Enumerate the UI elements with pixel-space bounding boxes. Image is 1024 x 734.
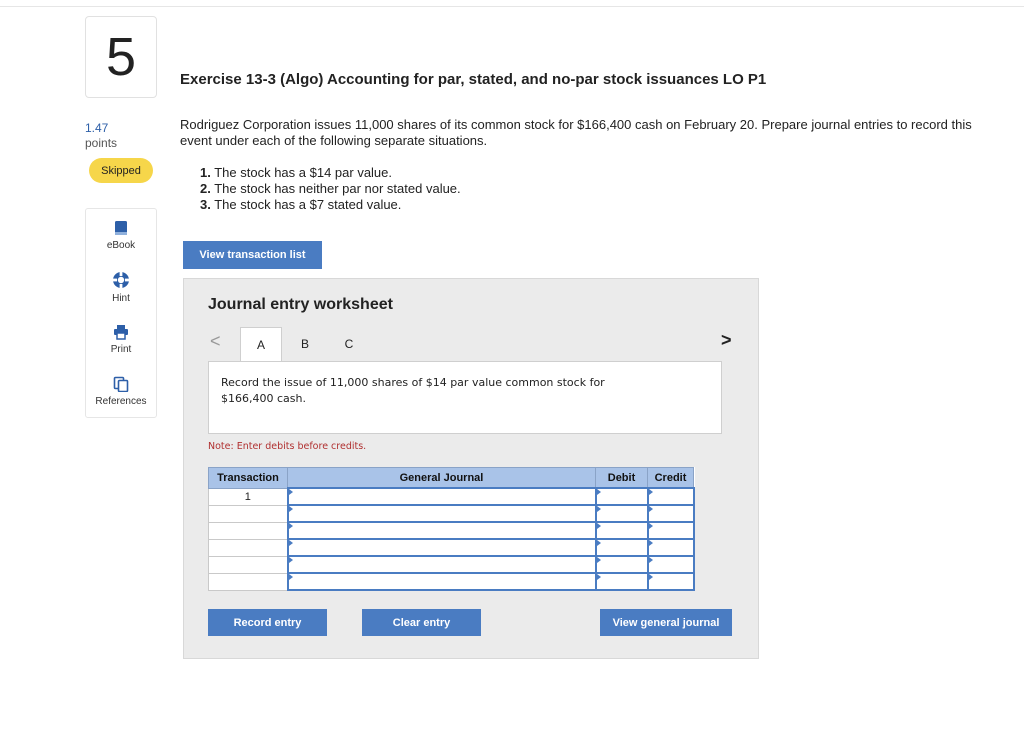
view-transaction-list-button[interactable]: View transaction list: [183, 241, 322, 269]
tab-b[interactable]: B: [300, 337, 309, 351]
next-arrow-icon[interactable]: >: [721, 330, 732, 350]
account-input[interactable]: [288, 573, 596, 590]
references-label: References: [95, 395, 147, 407]
top-divider: [0, 6, 1024, 7]
credit-input[interactable]: [648, 488, 694, 505]
transaction-cell: [209, 573, 288, 590]
debit-input[interactable]: [596, 505, 648, 522]
credit-input[interactable]: [648, 522, 694, 539]
debit-input[interactable]: [596, 522, 648, 539]
view-general-journal-button[interactable]: View general journal: [600, 609, 732, 636]
column-header-debit: Debit: [596, 468, 648, 489]
table-row: [209, 488, 694, 505]
requirements-list: [200, 165, 461, 213]
book-icon: [113, 220, 129, 236]
table-row: [209, 573, 694, 590]
requirement-item: 1. The stock has a $14 par value.: [200, 165, 393, 180]
debit-input[interactable]: [596, 488, 648, 505]
requirement-item: 2. The stock has neither par nor stated value.: [200, 181, 461, 196]
tab-c[interactable]: C: [344, 337, 354, 351]
account-input[interactable]: [288, 539, 596, 556]
ebook-button[interactable]: [86, 209, 156, 261]
credit-input[interactable]: [648, 539, 694, 556]
column-header-general-journal: General Journal: [288, 468, 596, 489]
journal-entry-worksheet: [183, 278, 759, 659]
hint-button[interactable]: [86, 261, 156, 313]
account-input[interactable]: [288, 522, 596, 539]
transaction-cell: [209, 556, 288, 573]
transaction-description: Record the issue of 11,000 shares of $14 par value common stock for $166,400 cash.: [208, 361, 722, 434]
account-input[interactable]: [288, 556, 596, 573]
column-header-credit: Credit: [648, 468, 694, 489]
points-label: points: [85, 136, 118, 150]
tools-panel: [85, 208, 157, 418]
lifebuoy-icon: [112, 271, 130, 289]
clear-entry-button[interactable]: Clear entry: [362, 609, 481, 636]
print-label: Print: [110, 343, 132, 355]
ebook-label: eBook: [106, 239, 136, 251]
points-display: [85, 121, 117, 151]
transaction-cell: [209, 522, 288, 539]
tab-a[interactable]: A: [240, 327, 282, 362]
entry-note: Note: Enter debits before credits.: [208, 441, 367, 452]
debit-input[interactable]: [596, 539, 648, 556]
account-input[interactable]: [288, 505, 596, 522]
transaction-cell: [209, 505, 288, 522]
credit-input[interactable]: [648, 505, 694, 522]
points-value: 1.47: [85, 121, 109, 135]
table-row: [209, 556, 694, 573]
account-input[interactable]: [288, 488, 596, 505]
debit-input[interactable]: [596, 556, 648, 573]
exercise-title: Exercise 13-3 (Algo) Accounting for par, stated, and no-par stock issuances LO P1: [180, 71, 767, 88]
record-entry-button[interactable]: Record entry: [208, 609, 327, 636]
transaction-cell: [209, 539, 288, 556]
table-row: [209, 522, 694, 539]
column-header-transaction: Transaction: [209, 468, 288, 489]
copy-icon: [113, 376, 129, 392]
requirement-item: 3. The stock has a $7 stated value.: [200, 197, 402, 212]
debit-input[interactable]: [596, 573, 648, 590]
status-badge: Skipped: [89, 158, 153, 183]
worksheet-title: Journal entry worksheet: [208, 296, 393, 313]
transaction-cell: 1: [209, 488, 288, 505]
table-row: [209, 539, 694, 556]
exercise-intro: Rodriguez Corporation issues 11,000 shares of its common stock for $166,400 cash on February 20. Prepare journal entries to record this event under each of the following separate situations.: [180, 117, 972, 148]
print-button[interactable]: [86, 313, 156, 365]
printer-icon: [113, 324, 129, 340]
references-button[interactable]: [86, 365, 156, 417]
previous-arrow-icon[interactable]: <: [210, 331, 221, 351]
credit-input[interactable]: [648, 573, 694, 590]
journal-table: [208, 467, 695, 591]
question-number: 5: [85, 16, 157, 98]
hint-label: Hint: [112, 292, 130, 304]
credit-input[interactable]: [648, 556, 694, 573]
table-row: [209, 505, 694, 522]
